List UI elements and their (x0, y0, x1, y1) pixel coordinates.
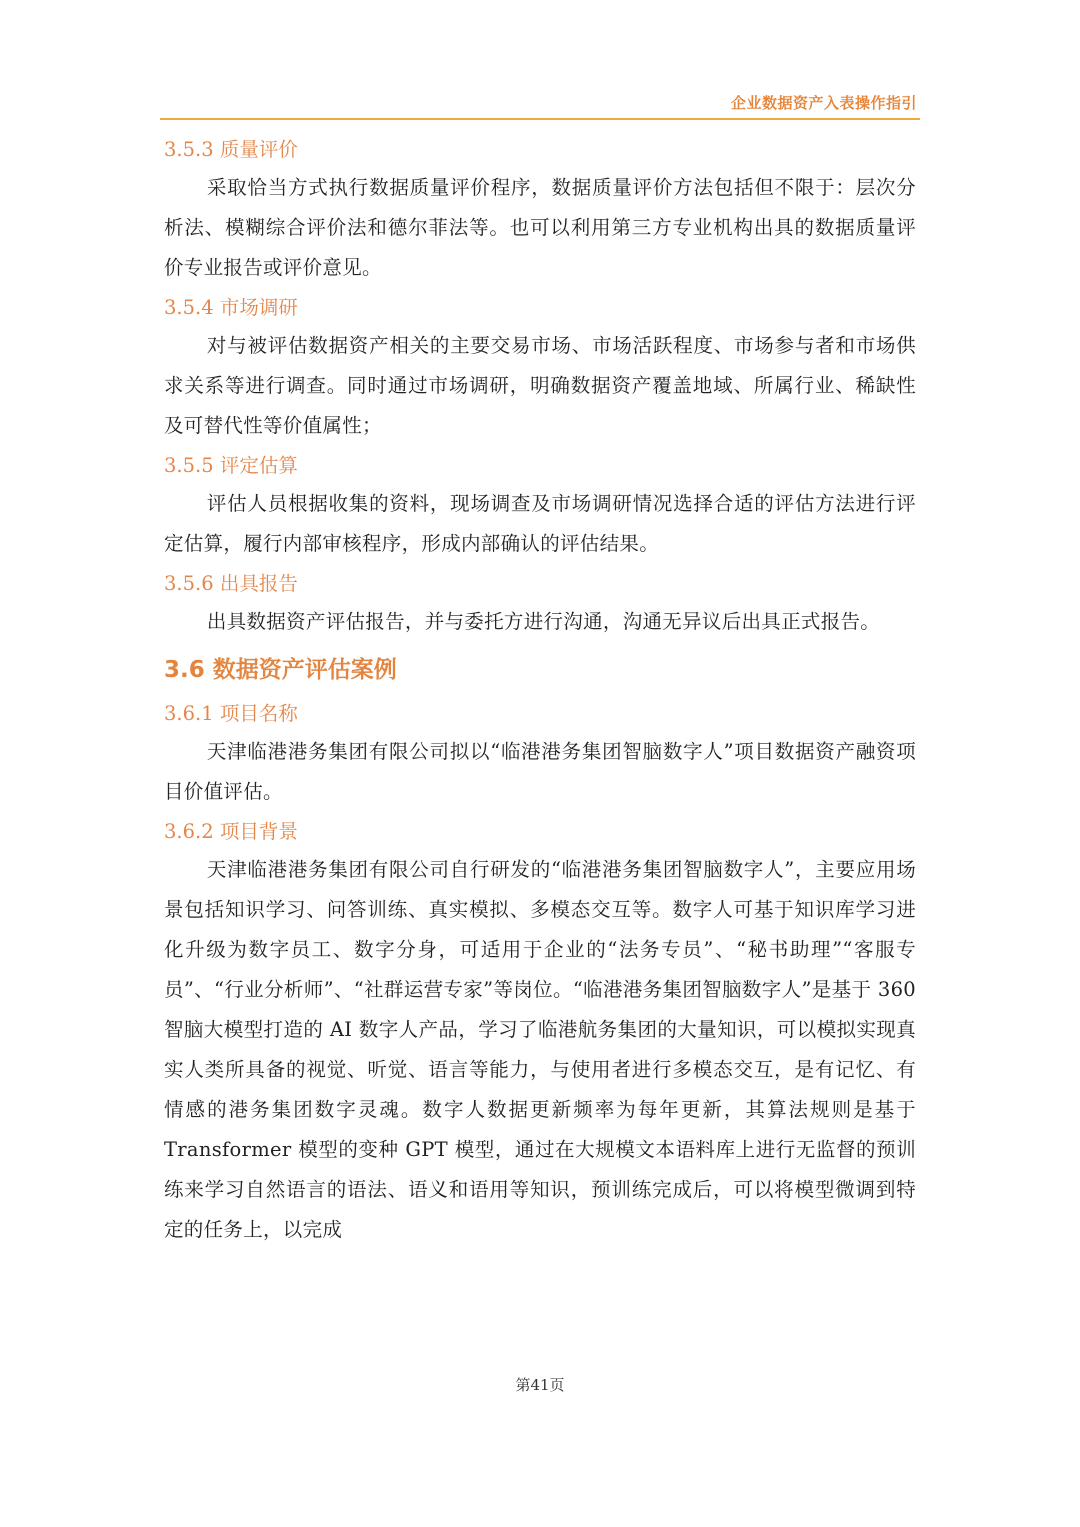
page-content (164, 132, 916, 1252)
section-heading-3-5-4: 3.5.4 市场调研 (164, 296, 298, 319)
section-paragraph-3-5-5: 评估人员根据收集的资料，现场调查及市场调研情况选择合适的评估方法进行评定估算，履行内部审核程序，形成内部确认的评估结果。 (164, 492, 916, 555)
section-paragraph-3-5-4: 对与被评估数据资产相关的主要交易市场、市场活跃程度、市场参与者和市场供求关系等进行调查。同时通过市场调研，明确数据资产覆盖地域、所属行业、稀缺性及可替代性等价值属性； (164, 334, 916, 437)
header-divider (160, 118, 920, 120)
section-heading-3-5-5: 3.5.5 评定估算 (164, 454, 298, 477)
running-header-title: 企业数据资产入表操作指引 (730, 94, 917, 112)
section-heading-3-6-2: 3.6.2 项目背景 (164, 820, 298, 843)
section-heading-3-5-3: 3.5.3 质量评价 (164, 138, 298, 161)
section-paragraph-3-6-1: 天津临港港务集团有限公司拟以“临港港务集团智脑数字人”项目数据资产融资项目价值评估。 (164, 740, 916, 803)
section-paragraph-3-5-6: 出具数据资产评估报告，并与委托方进行沟通，沟通无异议后出具正式报告。 (206, 610, 881, 633)
section-heading-3-6-1: 3.6.1 项目名称 (164, 702, 298, 725)
section-paragraph-3-6-2: 天津临港港务集团有限公司自行研发的“临港港务集团智脑数字人”，主要应用场景包括知识学习、问答训练、真实模拟、多模态交互等。数字人可基于知识库学习进化升级为数字员工、数字分身，可适用于企业的“法务专员”、“秘书助理”“客服专员”、“行业分析师”、“社群运营专家”等岗位。“临港港务集团智脑数字人”是基于 360 智脑大模型打造的 AI 数字人产品，学习了临港航务集团的大量知识，可以模拟实现真实人类所具备的视觉、听觉、语言等能力，与使用者进行多模态交互，是有记忆、有情感的港务集团数字灵魂。数字人数据更新频率为每年更新，其算法规则是基于 Transformer 模型的变种 GPT 模型，通过在大规模文本语料库上进行无监督的预训练来学习自然语言的语法、语义和语用等知识，预训练完成后，可以将模型微调到特定的任务上，以完成 (164, 858, 916, 1241)
page-number: 第41页 (515, 1376, 565, 1394)
section-paragraph-3-5-3: 采取恰当方式执行数据质量评价程序，数据质量评价方法包括但不限于：层次分析法、模糊综合评价法和德尔菲法等。也可以利用第三方专业机构出具的数据质量评价专业报告或评价意见。 (164, 176, 916, 279)
chapter-heading-3-6: 3.6 数据资产评估案例 (164, 657, 397, 683)
section-heading-3-5-6: 3.5.6 出具报告 (164, 572, 298, 595)
